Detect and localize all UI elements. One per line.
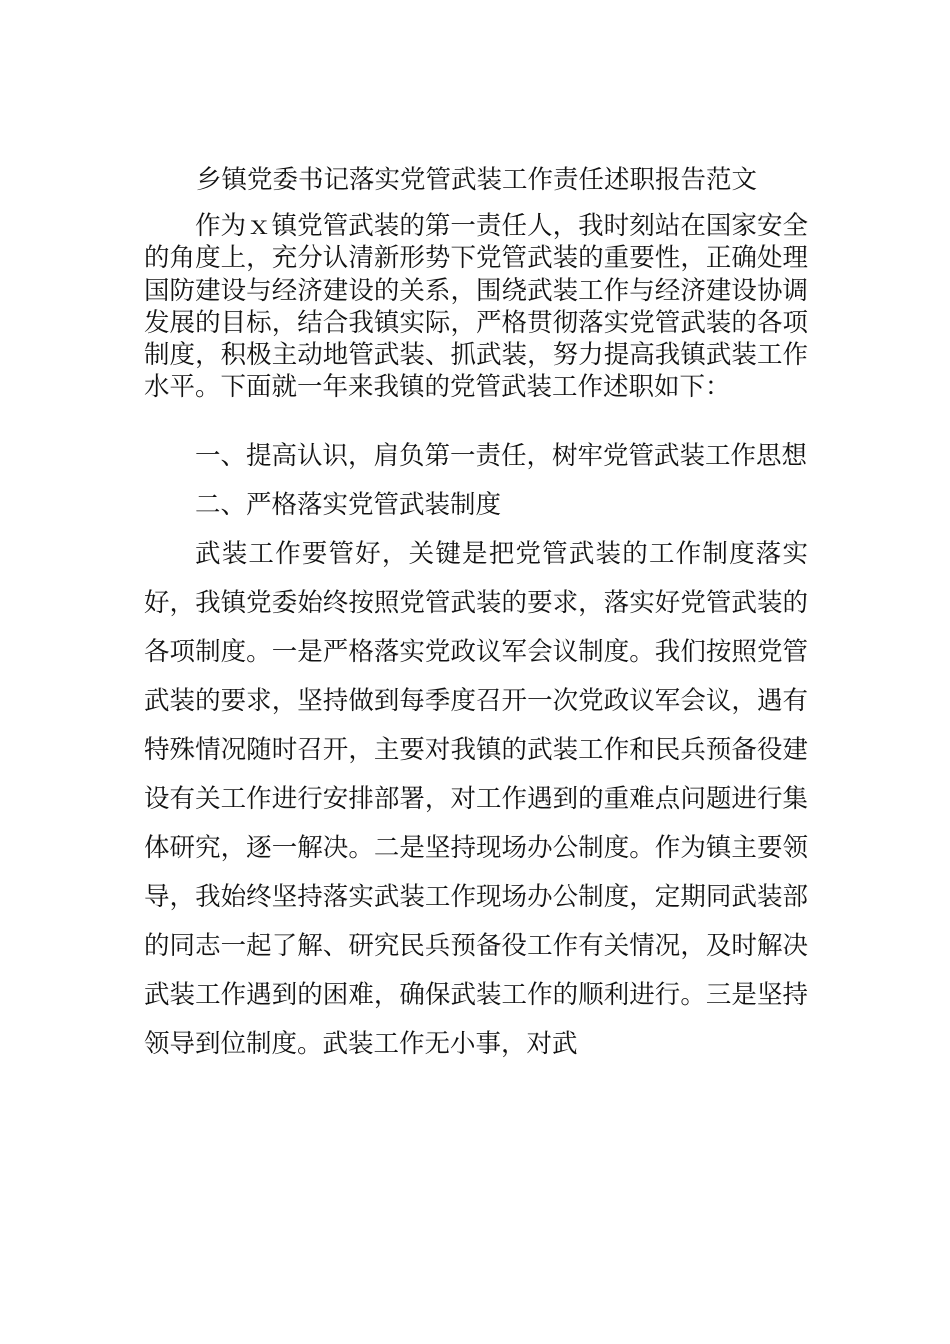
document-title: 乡镇党委书记落实党管武装工作责任述职报告范文 xyxy=(196,165,758,195)
document-body xyxy=(144,158,808,1069)
section-two-heading: 二、严格落实党管武装制度 xyxy=(195,489,502,520)
intro-paragraph: 作为ｘ镇党管武装的第一责任人，我时刻站在国家安全的角度上，充分认清新形势下党管武装的重要性，正确处理国防建设与经济建设的关系，围绕武装工作与经济建设协调发展的目标，结合我镇实际，严格贯彻落实党管武装的各项制度，积极主动地管武装、抓武装，努力提高我镇武装工作水平。下面就一年来我镇的党管武装工作述职如下： xyxy=(144,211,808,403)
section-one-heading: 一、提高认识，肩负第一责任，树牢党管武装工作思想 xyxy=(195,440,808,471)
section-two-paragraph: 武装工作要管好，关键是把党管武装的工作制度落实好，我镇党委始终按照党管武装的要求，落实好党管武装的各项制度。一是严格落实党政议军会议制度。我们按照党管武装的要求，坚持做到每季度召开一次党政议军会议，遇有特殊情况随时召开，主要对我镇的武装工作和民兵预备役建设有关工作进行安排部署，对工作遇到的重难点问题进行集体研究，逐一解决。二是坚持现场办公制度。作为镇主要领导，我始终坚持落实武装工作现场办公制度，定期同武装部的同志一起了解、研究民兵预备役工作有关情况，及时解决武装工作遇到的困难，确保武装工作的顺利进行。三是坚持领导到位制度。武装工作无小事，对武 xyxy=(144,538,808,1059)
